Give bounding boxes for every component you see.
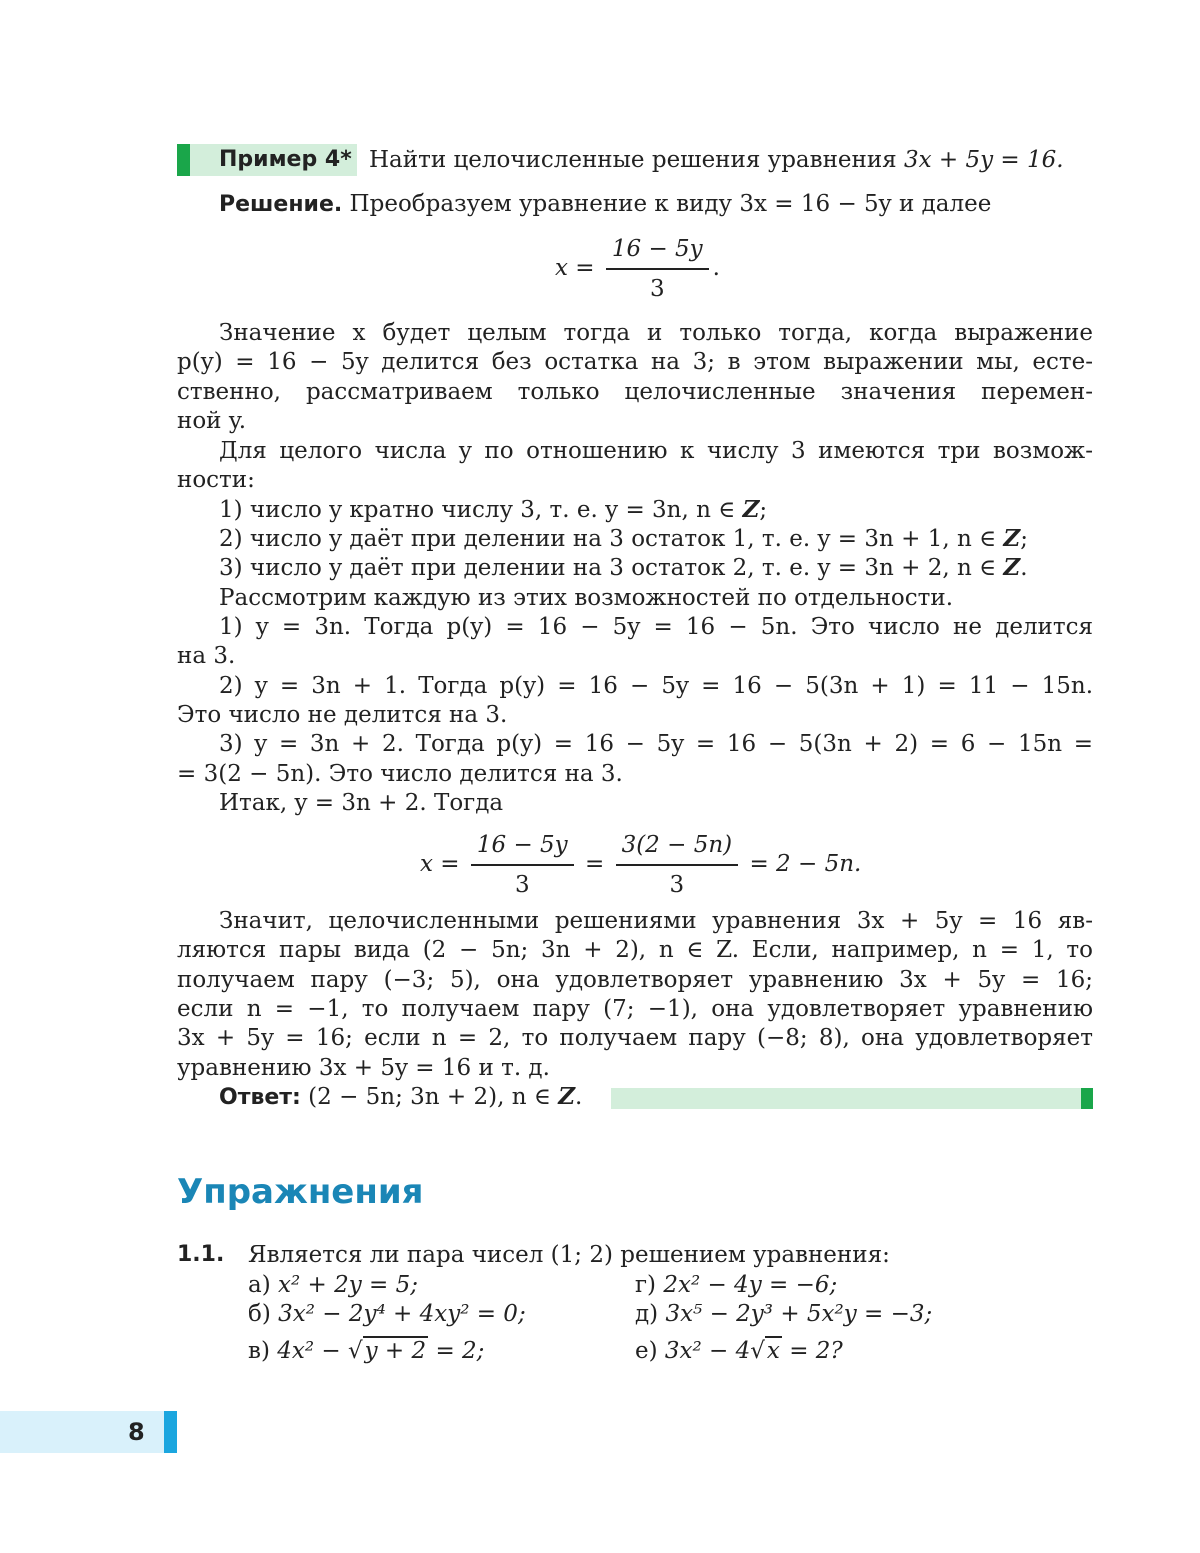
sqrt-radical-icon: √ [750, 1338, 765, 1364]
exercise-item-g-expr: 2x² − 4y = −6; [663, 1272, 838, 1298]
case-2-text: 2) число y даёт при делении на 3 остаток 1, т. е. y = 3n + 1, n ∈ [219, 526, 1004, 552]
paragraph1-line-4: ной y. [177, 408, 247, 434]
formula1-tail: . [712, 255, 720, 281]
case-1-set: Z [742, 496, 760, 523]
formula1-fraction [606, 234, 709, 304]
exercise-item-a-label: а) [248, 1272, 271, 1298]
exercise-item-d-label: д) [635, 1301, 659, 1327]
case-2 [219, 524, 1093, 554]
solution-label: Решение. [219, 192, 343, 217]
analysis-line-7: Итак, y = 3n + 2. Тогда [219, 790, 504, 816]
exercise-item-e [635, 1336, 843, 1366]
analysis-line-1: 1) y = 3n. Тогда p(y) = 16 − 5y = 16 − 5n. Это число не делится [219, 614, 1093, 640]
case-2-end: ; [1020, 526, 1028, 552]
exercise-item-d [635, 1299, 932, 1329]
exercise-item-e-radicand: x [766, 1338, 780, 1364]
page-number: 8 [128, 1418, 145, 1446]
formula2-eq: = [584, 851, 605, 877]
conclusion-line-3: получаем пару (−3; 5), она удовлетворяет уравнению 3x + 5y = 16; [177, 967, 1093, 993]
formula2-numerator-2: 3(2 − 5n) [616, 830, 739, 866]
formula1-lhs: x = [555, 255, 595, 281]
exercise-item-e-label: е) [635, 1338, 658, 1364]
conclusion-line-5: 3x + 5y = 16; если n = 2, то получаем пару (−8; 8), она удовлетворяет [177, 1025, 1093, 1051]
case-3-set: Z [1003, 554, 1021, 581]
conclusion-line-1: Значит, целочисленными решениями уравнения 3x + 5y = 16 яв- [219, 908, 1093, 934]
exercise-question: Является ли пара чисел (1; 2) решением уравнения: [248, 1242, 890, 1268]
formula-x-result [420, 830, 861, 900]
exercise-item-b [248, 1299, 526, 1329]
exercise-item-d-expr: 3x⁵ − 2y³ + 5x²y = −3; [665, 1301, 933, 1327]
exercise-item-v-label: в) [248, 1338, 270, 1364]
exercise-item-g [635, 1270, 837, 1300]
case-3 [219, 553, 1093, 583]
analysis-line-2: на 3. [177, 643, 236, 669]
exercise-item-a [248, 1270, 418, 1300]
analysis-line-6: = 3(2 − 5n). Это число делится на 3. [177, 761, 623, 787]
formula2-fraction-1 [471, 830, 574, 900]
example-statement [369, 145, 1064, 175]
exercise-number: 1.1. [177, 1242, 225, 1267]
analysis-line-4: Это число не делится на 3. [177, 702, 508, 728]
solution-intro [219, 189, 991, 220]
solution-intro-text: Преобразуем уравнение к виду 3x = 16 − 5y и далее [349, 191, 992, 217]
formula1-denominator: 3 [649, 276, 665, 302]
case-3-end: . [1020, 555, 1028, 581]
exercises-heading: Упражнения [177, 1172, 424, 1212]
case-3-text: 3) число y даёт при делении на 3 остаток 2, т. е. y = 3n + 2, n ∈ [219, 555, 1004, 581]
exercise-item-v-radicand: y + 2 [364, 1338, 427, 1364]
exercise-item-e-expr-post: = 2? [781, 1338, 843, 1364]
analysis-line-3: 2) y = 3n + 1. Тогда p(y) = 16 − 5y = 16 − 5(3n + 1) = 11 − 15n. [219, 673, 1093, 699]
conclusion-line-4: если n = −1, то получаем пару (7; −1), она удовлетворяет уравнению [177, 996, 1093, 1022]
answer-end: . [575, 1084, 583, 1110]
formula-x-equals [555, 234, 720, 304]
exercise-item-b-label: б) [248, 1301, 271, 1327]
paragraph2-line-1: Для целого числа y по отношению к числу 3 имеются три возмож- [219, 438, 1093, 464]
example-statement-text: Найти целочисленные решения уравнения [369, 147, 904, 173]
consider-line: Рассмотрим каждую из этих возможностей по отдельности. [219, 585, 954, 611]
formula2-tail: = 2 − 5n. [749, 851, 862, 877]
answer-end-marker [1081, 1088, 1093, 1109]
paragraph1-line-3: ственно, рассматриваем только целочисленные значения перемен- [177, 379, 1093, 405]
conclusion-line-2: ляются пары вида (2 − 5n; 3n + 2), n ∈ Z. Если, например, n = 1, то [177, 937, 1093, 963]
exercise-item-v [248, 1336, 484, 1366]
case-1 [219, 495, 1093, 525]
formula2-lhs: x = [420, 851, 460, 877]
exercise-item-b-expr: 3x² − 2y⁴ + 4xy² = 0; [278, 1301, 526, 1327]
example-marker [177, 144, 190, 176]
exercise-item-v-expr-pre: 4x² − [277, 1338, 348, 1364]
case-1-text: 1) число y кратно числу 3, т. е. y = 3n, n ∈ [219, 497, 743, 523]
example-label: Пример 4* [219, 147, 352, 172]
answer-end-bar [611, 1088, 1081, 1109]
formula2-denominator-1: 3 [514, 872, 530, 898]
example-statement-equation: 3x + 5y = 16. [904, 147, 1064, 173]
case-1-end: ; [759, 497, 768, 523]
exercise-item-a-expr: x² + 2y = 5; [278, 1272, 418, 1298]
exercise-item-e-expr-pre: 3x² − 4 [664, 1338, 751, 1364]
formula1-numerator: 16 − 5y [606, 234, 709, 270]
sqrt-radical-icon: √ [347, 1338, 363, 1364]
answer-set: Z [558, 1083, 576, 1110]
paragraph2-line-2: ности: [177, 467, 255, 493]
answer-value: (2 − 5n; 3n + 2), n ∈ [308, 1084, 559, 1110]
exercise-item-v-expr-post: = 2; [428, 1338, 485, 1364]
page-number-bar [164, 1411, 177, 1453]
formula2-fraction-2 [616, 830, 739, 900]
answer-label: Ответ: [219, 1085, 301, 1110]
formula2-denominator-2: 3 [669, 872, 685, 898]
answer-line [219, 1082, 582, 1113]
case-2-set: Z [1003, 525, 1021, 552]
analysis-line-5: 3) y = 3n + 2. Тогда p(y) = 16 − 5y = 16 − 5(3n + 2) = 6 − 15n = [219, 731, 1093, 757]
paragraph1-line-1: Значение x будет целым тогда и только тогда, когда выражение [219, 320, 1093, 346]
paragraph1-line-2: p(y) = 16 − 5y делится без остатка на 3; в этом выражении мы, есте- [177, 349, 1093, 375]
formula2-numerator-1: 16 − 5y [471, 830, 574, 866]
exercise-item-g-label: г) [635, 1272, 657, 1298]
conclusion-line-6: уравнению 3x + 5y = 16 и т. д. [177, 1055, 550, 1081]
